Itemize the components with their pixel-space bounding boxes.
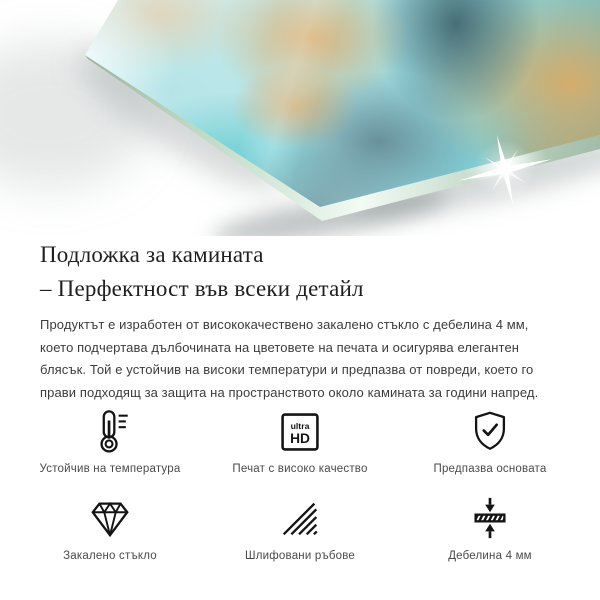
feature-temperature-resistant (25, 408, 195, 475)
feature-label: Закалено стъкло (63, 550, 157, 562)
feature-high-quality-print (215, 408, 385, 475)
polished-edges-icon (277, 495, 323, 541)
thickness-icon (467, 495, 513, 541)
feature-thickness-4mm (405, 495, 575, 562)
page-title-line1: Подложка за камината (40, 242, 264, 267)
feature-grid (25, 408, 575, 562)
feature-label: Предпазва основата (433, 463, 547, 475)
shield-check-icon (467, 408, 513, 454)
product-description: Продуктът е изработен от висококачествено закалено стъкло с дебелина 4 мм, което подчертава дълбочината на цветовете на печата и осигурява елегантен блясък. Той е устойчив на високи температури и предпазва от повреди, което го прави подходящ за защита на пространството около камината за години напред. (40, 317, 539, 400)
feature-protects-base (405, 408, 575, 475)
feature-label: Устойчив на температура (39, 463, 181, 475)
feature-label: Дебелина 4 мм (448, 550, 532, 562)
product-photo (0, 0, 600, 236)
feature-tempered-glass (25, 495, 195, 562)
thermometer-icon (87, 408, 133, 454)
ultra-hd-icon (278, 408, 322, 454)
page-title-line2: – Перфектност във всеки детайл (40, 276, 364, 301)
feature-label: Печат с високо качество (232, 463, 368, 475)
ultra-hd-icon-text-top: ultra (290, 420, 310, 431)
feature-polished-edges (215, 495, 385, 562)
ultra-hd-icon-text-bottom: HD (290, 431, 310, 446)
page-title (40, 238, 560, 306)
feature-label: Шлифовани ръбове (244, 550, 356, 562)
sparkle-glint-icon (455, 120, 555, 220)
diamond-icon (87, 495, 133, 541)
